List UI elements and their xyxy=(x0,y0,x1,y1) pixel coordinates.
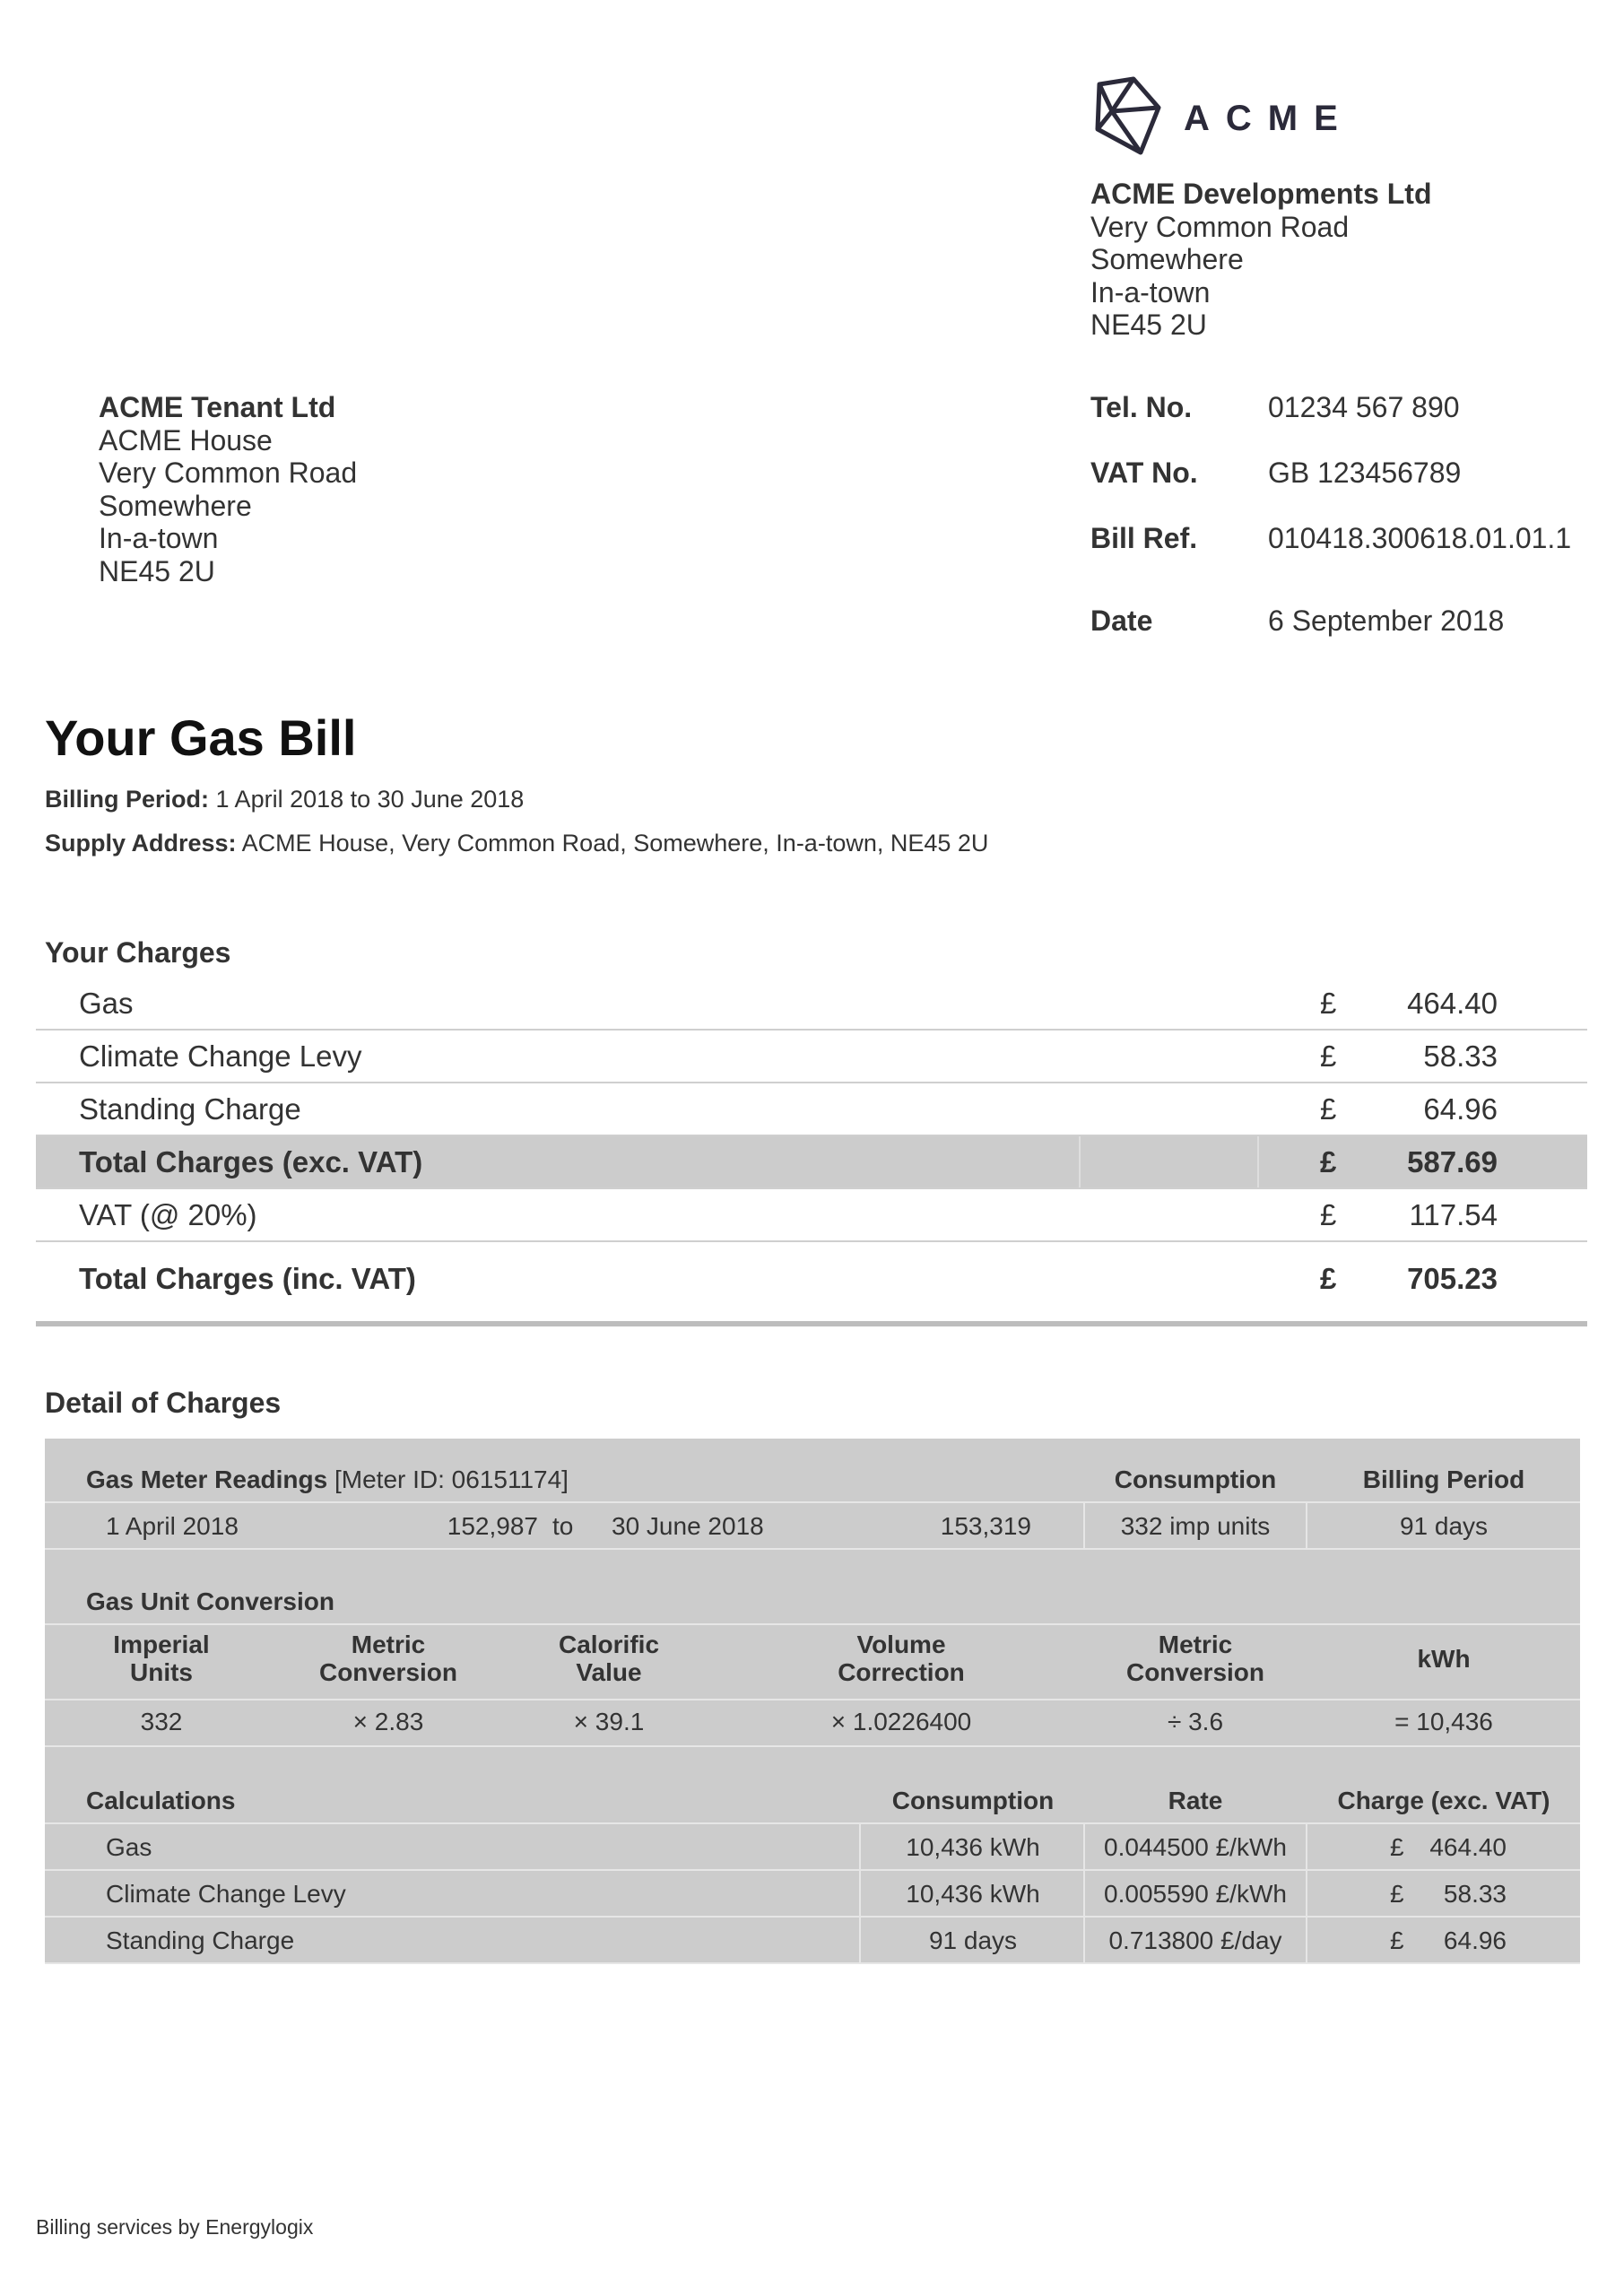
recipient-address-line: ACME House xyxy=(99,423,273,457)
calc-rate: 0.044500 £/kWh xyxy=(1104,1833,1287,1861)
detail-heading: Detail of Charges xyxy=(45,1387,282,1419)
volume-correction-value: × 1.0226400 xyxy=(830,1708,972,1735)
recipient-address-line: Somewhere xyxy=(99,489,252,522)
sender-address-line: Very Common Road xyxy=(1090,210,1350,243)
calc-charge: 58.33 xyxy=(1443,1880,1507,1908)
currency-symbol: £ xyxy=(1320,1198,1337,1231)
cube-logo-icon xyxy=(1090,75,1164,158)
charge-name: Standing Charge xyxy=(79,1092,301,1126)
sender-address xyxy=(1090,178,1431,342)
calc-name: Climate Change Levy xyxy=(106,1880,346,1908)
header-line: Conversion xyxy=(318,1658,458,1686)
calc-charge-header: Charge (exc. VAT) xyxy=(1337,1787,1550,1814)
recipient-address-line: NE45 2U xyxy=(99,554,215,587)
date-value: 6 September 2018 xyxy=(1268,604,1505,637)
recipient-address-line: In-a-town xyxy=(99,522,219,554)
total-exc-vat-row xyxy=(36,1136,1587,1189)
billing-period-value: 1 April 2018 to 30 June 2018 xyxy=(215,786,525,813)
calculations-title: Calculations xyxy=(86,1787,236,1814)
cell-divider xyxy=(1257,1136,1259,1187)
cell-divider xyxy=(859,1822,861,1964)
row-divider xyxy=(45,1501,1580,1503)
header-line: Imperial xyxy=(113,1631,210,1658)
currency-symbol: £ xyxy=(1390,1926,1404,1954)
row-divider xyxy=(45,1623,1580,1625)
header-line: Volume xyxy=(856,1631,946,1658)
meter-id: [Meter ID: 06151174] xyxy=(334,1465,569,1493)
from-date: 1 April 2018 xyxy=(106,1512,239,1540)
charge-row xyxy=(36,1083,1587,1136)
row-divider xyxy=(45,1869,1580,1871)
charges-heading: Your Charges xyxy=(45,936,231,969)
from-reading: 152,987 xyxy=(447,1512,538,1540)
calc-consumption: 91 days xyxy=(928,1926,1018,1954)
header-line: Metric xyxy=(351,1631,426,1658)
calc-name: Standing Charge xyxy=(106,1926,295,1954)
meter-title: Gas Meter Readings xyxy=(86,1465,328,1493)
calc-rate: 0.005590 £/kWh xyxy=(1104,1880,1287,1908)
vat-number-value: GB 123456789 xyxy=(1268,457,1462,489)
calc-consumption-header: Consumption xyxy=(891,1787,1055,1814)
total-inc-vat-label: Total Charges (inc. VAT) xyxy=(79,1262,416,1295)
total-exc-vat-label: Total Charges (exc. VAT) xyxy=(79,1145,423,1178)
billing-period-label: Billing Period: xyxy=(45,786,210,813)
conversion-header-kwh: kWh xyxy=(1417,1645,1471,1673)
footer-text: Billing services by Energylogix xyxy=(36,2215,314,2239)
to-word: to xyxy=(552,1512,574,1540)
calc-charge: 464.40 xyxy=(1429,1833,1507,1861)
vat-number-label: VAT No. xyxy=(1090,457,1198,489)
row-divider xyxy=(45,1699,1580,1700)
page-title: Your Gas Bill xyxy=(45,709,357,766)
metric-conversion-value: × 2.83 xyxy=(352,1708,424,1735)
cell-divider xyxy=(1306,1822,1307,1964)
to-date: 30 June 2018 xyxy=(612,1512,764,1540)
recipient-address xyxy=(99,391,357,587)
charge-row xyxy=(36,978,1587,1031)
meter-title-group xyxy=(86,1465,569,1494)
cell-divider xyxy=(1083,1501,1085,1548)
metric-conversion-2-value: ÷ 3.6 xyxy=(1167,1708,1224,1735)
header-line: Metric xyxy=(1158,1631,1233,1658)
row-divider xyxy=(45,1822,1580,1824)
charge-amount: 58.33 xyxy=(1423,1039,1498,1073)
total-exc-vat-amount: 587.69 xyxy=(1407,1145,1498,1178)
logo-text: ACME xyxy=(1184,99,1354,138)
total-inc-vat-row xyxy=(36,1242,1587,1326)
conversion-header-calorific xyxy=(499,1631,719,1686)
company-logo xyxy=(1090,75,1359,165)
currency-symbol: £ xyxy=(1390,1833,1404,1861)
recipient-name: ACME Tenant Ltd xyxy=(99,391,336,423)
conversion-title: Gas Unit Conversion xyxy=(86,1587,334,1615)
supply-address-value: ACME House, Very Common Road, Somewhere, In-a-town, NE45 2U xyxy=(241,830,989,857)
calorific-value: × 39.1 xyxy=(573,1708,645,1735)
conversion-header-imperial xyxy=(45,1631,278,1686)
vat-amount: 117.54 xyxy=(1409,1198,1498,1231)
calc-consumption: 10,436 kWh xyxy=(906,1833,1040,1861)
to-reading: 153,319 xyxy=(940,1512,1031,1540)
row-divider xyxy=(45,1962,1580,1964)
conversion-header-metric xyxy=(278,1631,499,1686)
currency-symbol: £ xyxy=(1320,1145,1337,1178)
currency-symbol: £ xyxy=(1390,1880,1404,1908)
charge-row xyxy=(36,1031,1587,1083)
sender-address-line: Somewhere xyxy=(1090,243,1244,275)
sender-name: ACME Developments Ltd xyxy=(1090,178,1432,210)
charge-amount: 64.96 xyxy=(1423,1092,1498,1126)
currency-symbol: £ xyxy=(1320,987,1337,1020)
billing-period-header: Billing Period xyxy=(1362,1465,1525,1493)
meter-consumption: 332 imp units xyxy=(1120,1512,1271,1540)
vat-row xyxy=(36,1189,1587,1242)
header-line: Value xyxy=(576,1658,642,1686)
charge-name: Climate Change Levy xyxy=(79,1039,362,1073)
row-divider xyxy=(45,1548,1580,1550)
currency-symbol: £ xyxy=(1320,1092,1337,1126)
calc-name: Gas xyxy=(106,1833,152,1861)
cell-divider xyxy=(1083,1822,1085,1964)
meter-period: 91 days xyxy=(1399,1512,1489,1540)
calc-charge: 64.96 xyxy=(1443,1926,1507,1954)
calc-rate-header: Rate xyxy=(1168,1787,1223,1814)
vat-label: VAT (@ 20%) xyxy=(79,1198,257,1231)
tel-value: 01234 567 890 xyxy=(1268,391,1460,423)
tel-label: Tel. No. xyxy=(1090,391,1193,423)
calc-consumption: 10,436 kWh xyxy=(906,1880,1040,1908)
kwh-value: = 10,436 xyxy=(1394,1708,1493,1735)
row-divider xyxy=(45,1916,1580,1918)
cell-divider xyxy=(1306,1501,1307,1548)
conversion-header-volume xyxy=(719,1631,1083,1686)
charge-amount: 464.40 xyxy=(1407,987,1498,1020)
charge-name: Gas xyxy=(79,987,134,1020)
date-label: Date xyxy=(1090,604,1153,637)
calc-rate: 0.713800 £/day xyxy=(1108,1926,1282,1954)
bill-ref-value: 010418.300618.01.01.1 xyxy=(1268,522,1572,554)
currency-symbol: £ xyxy=(1320,1039,1337,1073)
sender-address-line: NE45 2U xyxy=(1090,309,1207,341)
header-line: Correction xyxy=(838,1658,965,1686)
currency-symbol: £ xyxy=(1320,1262,1337,1295)
sender-address-line: In-a-town xyxy=(1090,275,1211,309)
conversion-header-metric-2 xyxy=(1085,1631,1306,1686)
total-inc-vat-amount: 705.23 xyxy=(1407,1262,1498,1295)
bill-ref-label: Bill Ref. xyxy=(1090,522,1198,554)
header-line: Calorific xyxy=(558,1631,660,1658)
header-line: Units xyxy=(130,1658,193,1686)
consumption-header: Consumption xyxy=(1114,1465,1277,1493)
billing-period xyxy=(45,786,524,813)
recipient-address-line: Very Common Road xyxy=(99,457,358,489)
row-divider xyxy=(45,1745,1580,1747)
supply-address xyxy=(45,830,988,857)
header-line: Conversion xyxy=(1125,1658,1265,1686)
charges-table xyxy=(36,978,1587,1326)
supply-address-label: Supply Address: xyxy=(45,830,237,857)
cell-divider xyxy=(1079,1136,1081,1187)
detail-panel xyxy=(45,1439,1580,1964)
imperial-units-value: 332 xyxy=(140,1708,183,1735)
